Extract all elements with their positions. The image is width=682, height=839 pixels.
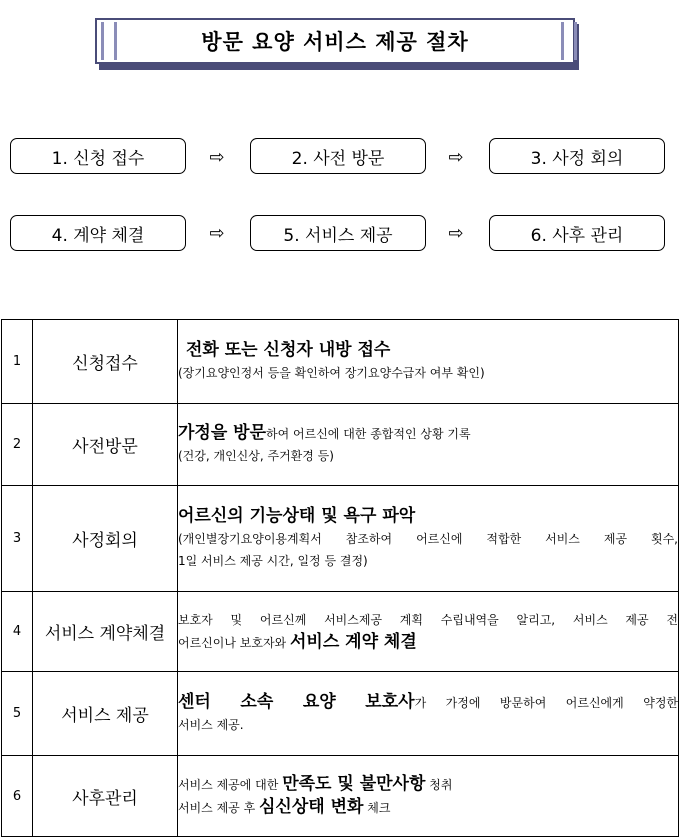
title-banner <box>95 18 583 74</box>
row-description <box>178 592 679 672</box>
desc-line: (건강, 개인신상, 주거환경 등) <box>178 449 334 463</box>
table-row <box>2 592 679 672</box>
desc-highlight: 서비스 계약 체결 <box>289 632 417 652</box>
row-description <box>178 404 679 486</box>
step-5-label: 5. 서비스 제공 <box>283 225 393 246</box>
desc-line: (개인별장기요양이용계획서 참조하여 어르신에 적합한 서비스 제공 횟수, <box>178 532 678 546</box>
page-title <box>95 18 575 64</box>
row-description <box>178 756 679 837</box>
row-number: 6 <box>2 756 33 837</box>
table-row <box>2 672 679 756</box>
row-number: 1 <box>2 320 33 404</box>
step-1-box <box>10 138 186 174</box>
row-description <box>178 486 679 592</box>
desc-line: 보호자 및 어르신께 서비스제공 계획 수립내역을 알리고, 서비스 제공 전 <box>178 613 678 627</box>
row-description <box>178 320 679 404</box>
step-2-box <box>250 138 426 174</box>
row-title: 사정회의 <box>33 486 178 592</box>
arrow-right-icon: ⇨ <box>209 147 225 168</box>
procedure-table <box>1 319 679 837</box>
row-title: 신청접수 <box>33 320 178 404</box>
step-2-label: 2. 사전 방문 <box>291 148 385 169</box>
desc-text: 어르신이나 보호자와 <box>178 636 290 650</box>
table-row <box>2 756 679 837</box>
step-3-label: 3. 사정 회의 <box>530 148 624 169</box>
step-1-label: 1. 신청 접수 <box>51 148 145 169</box>
arrow-right-icon: ⇨ <box>448 147 464 168</box>
step-6-box <box>489 215 665 251</box>
step-6-label: 6. 사후 관리 <box>530 225 624 246</box>
desc-text: 체크 <box>363 801 391 815</box>
desc-highlight: 어르신의 기능상태 및 욕구 파악 <box>178 506 416 526</box>
row-description <box>178 672 679 756</box>
row-title: 서비스 제공 <box>33 672 178 756</box>
arrow-right-icon: ⇨ <box>209 223 225 244</box>
title-decoration-right <box>561 22 577 60</box>
step-5-box <box>250 215 426 251</box>
step-4-box <box>10 215 186 251</box>
table-row <box>2 404 679 486</box>
row-title: 사전방문 <box>33 404 178 486</box>
title-decoration-left <box>101 22 117 60</box>
desc-line: (장기요양인정서 등을 확인하여 장기요양수급자 여부 확인) <box>178 366 485 380</box>
desc-text: 서비스 제공에 대한 <box>178 778 283 792</box>
desc-text: 서비스 제공 후 <box>178 801 259 815</box>
desc-text: 가 가정에 방문하여 어르신에게 약정한 <box>414 696 678 710</box>
desc-text: 하여 어르신에 대한 종합적인 상황 기록 <box>266 427 471 441</box>
desc-line: 서비스 제공. <box>178 718 244 732</box>
desc-line: 1일 서비스 제공 시간, 일정 등 결정) <box>178 554 368 568</box>
table-row <box>2 320 679 404</box>
row-title: 서비스 계약체결 <box>33 592 178 672</box>
desc-text: 청취 <box>425 778 453 792</box>
row-number: 5 <box>2 672 33 756</box>
arrow-right-icon: ⇨ <box>448 223 464 244</box>
desc-highlight: 전화 또는 신청자 내방 접수 <box>186 340 391 360</box>
row-title: 사후관리 <box>33 756 178 837</box>
row-number: 3 <box>2 486 33 592</box>
row-number: 4 <box>2 592 33 672</box>
desc-highlight: 만족도 및 불만사항 <box>282 774 426 794</box>
step-4-label: 4. 계약 체결 <box>51 225 145 246</box>
desc-highlight: 센터 소속 요양 보호사 <box>178 692 415 712</box>
desc-highlight: 심신상태 변화 <box>259 797 364 817</box>
page-title-text: 방문 요양 서비스 제공 절차 <box>201 30 469 54</box>
step-3-box <box>489 138 665 174</box>
row-number: 2 <box>2 404 33 486</box>
desc-highlight: 가정을 방문 <box>178 423 267 443</box>
table-row <box>2 486 679 592</box>
